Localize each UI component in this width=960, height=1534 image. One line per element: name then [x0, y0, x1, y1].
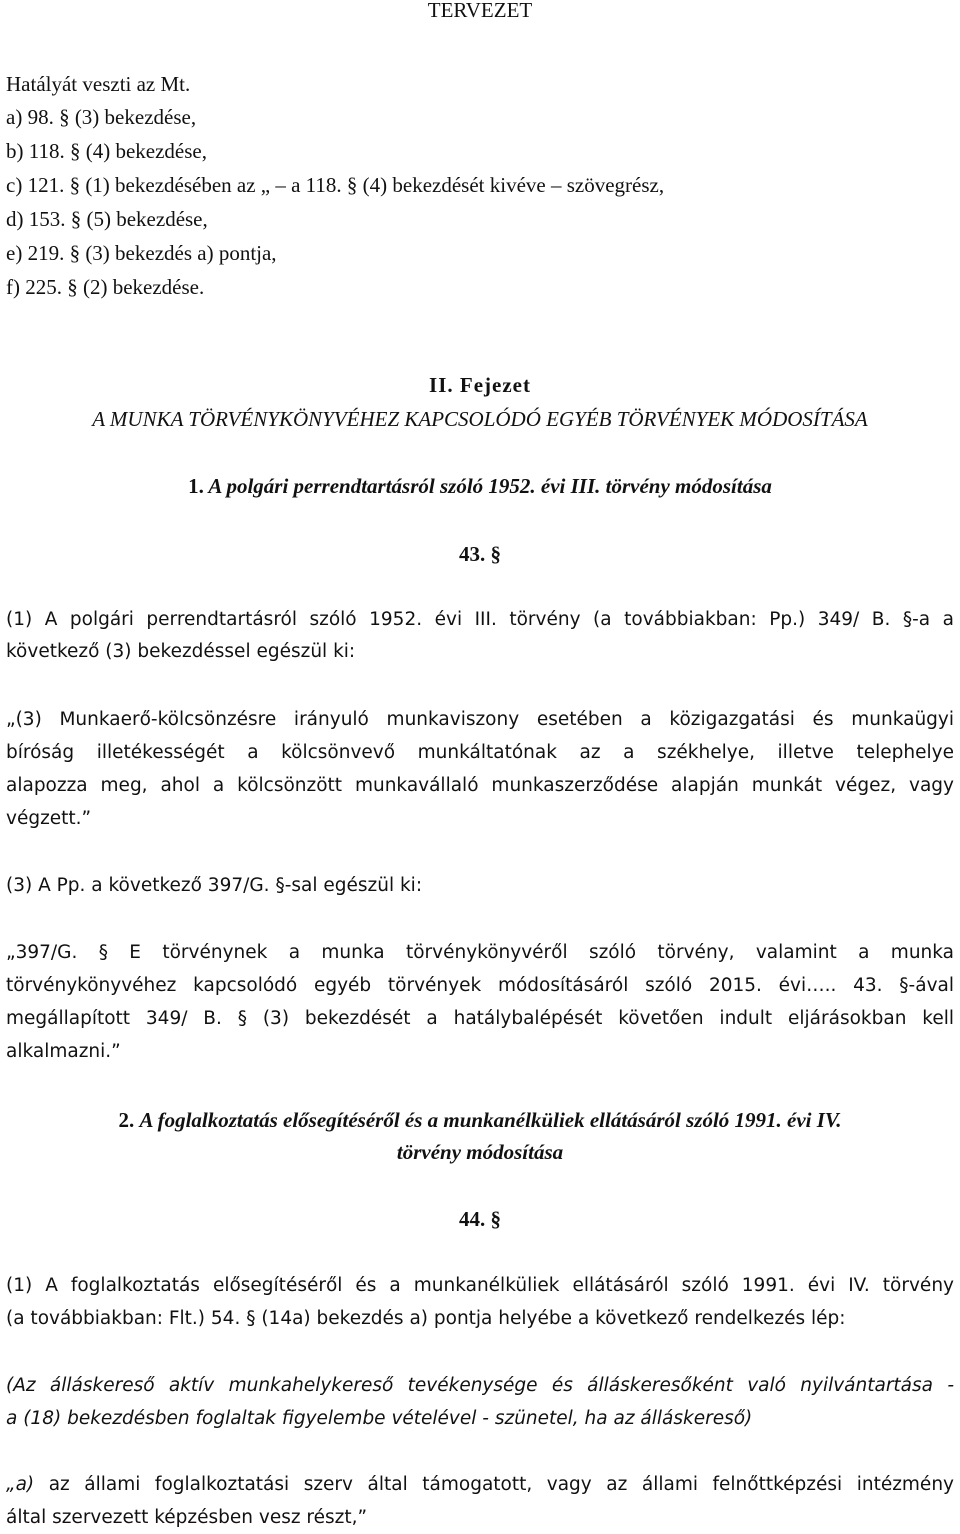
point-a-line-1	[6, 1469, 954, 1501]
chapter-title: A MUNKA TÖRVÉNYKÖNYVÉHEZ KAPCSOLÓDÓ EGYÉB TÖRVÉNYEK MÓDOSÍTÁSA	[92, 407, 868, 431]
paragraph-43-subsection-3: (3) A Pp. a következő 397/G. §-sal egészül ki:	[6, 875, 423, 896]
quote-349b-line-4: végzett.”	[6, 808, 92, 829]
quote-397g-line-2: törvénykönyvéhez kapcsolódó egyéb törvények módosításáról szóló 2015. évi….. 43. §-ával	[6, 975, 954, 996]
point-a-line-2: által szervezett képzésben vesz részt,”	[6, 1507, 368, 1528]
repeal-item-c: c) 121. § (1) bekezdésében az „ – a 118. § (4) bekezdését kivéve – szövegrész,	[6, 173, 665, 197]
paragraph-44-text-line-2: (a továbbiakban: Flt.) 54. § (14a) bekezdés a) pontja helyébe a következő rendelkezés lép:	[6, 1308, 846, 1329]
section-2-number: 2.	[118, 1108, 135, 1132]
quote-397g-line-1: „397/G. § E törvénynek a munka törvénykönyvéről szóló törvény, valamint a munka	[6, 942, 954, 963]
section-1-title: A polgári perrendtartásról szóló 1952. évi III. törvény módosítása	[208, 474, 772, 498]
repeal-item-e: e) 219. § (3) bekezdés a) pontja,	[6, 241, 277, 265]
paragraph-43-text-line-2: következő (3) bekezdéssel egészül ki:	[6, 641, 356, 662]
chapter-number: II. Fejezet	[429, 373, 531, 397]
repeal-intro: Hatályát veszti az Mt.	[6, 72, 191, 96]
repeal-item-a: a) 98. § (3) bekezdése,	[6, 105, 197, 129]
paragraph-44-text-line-1: (1) A foglalkoztatás elősegítéséről és a munkanélküliek ellátásáról szóló 1991. évi IV. törvény	[6, 1275, 954, 1296]
italic-context-line-1: (Az álláskereső aktív munkahelykereső tevékenysége és álláskeresőként való nyilvántartása -	[6, 1375, 954, 1396]
section-1-heading	[0, 470, 960, 502]
quote-349b-line-3: alapozza meg, ahol a kölcsönzött munkavállaló munkaszerződése alapján munkát végez, vagy	[6, 775, 954, 796]
paragraph-43-text-line-1: (1) A polgári perrendtartásról szóló 1952. évi III. törvény (a továbbiakban: Pp.) 349/ B. §-a a	[6, 609, 954, 630]
point-a-text: az állami foglalkoztatási szerv által támogatott, vagy az állami felnőttképzési intézmény	[48, 1474, 954, 1495]
section-2-title-line-2: törvény módosítása	[396, 1140, 564, 1164]
italic-context-line-2: a (18) bekezdésben foglaltak figyelembe vételével - szünetel, ha az álláskereső)	[6, 1408, 753, 1429]
document-header: TERVEZET	[427, 0, 533, 22]
quote-349b-line-1: „(3) Munkaerő-kölcsönzésre irányuló munkaviszony esetében a közigazgatási és munkaügyi	[6, 709, 954, 730]
repeal-item-f: f) 225. § (2) bekezdése.	[6, 275, 205, 299]
point-a-label: „a)	[6, 1474, 35, 1495]
quote-397g-line-3: megállapított 349/ B. § (3) bekezdését a hatálybalépését követően indult eljárásokban kell	[6, 1008, 954, 1029]
quote-349b-line-2: bíróság illetékességét a kölcsönvevő munkáltatónak az a székhelye, illetve telephelye	[6, 742, 954, 763]
repeal-item-d: d) 153. § (5) bekezdése,	[6, 207, 208, 231]
section-2-title-line-1: A foglalkoztatás elősegítéséről és a munkanélküliek ellátásáról szóló 1991. évi IV.	[139, 1108, 842, 1132]
paragraph-43-number: 43. §	[459, 542, 501, 566]
repeal-item-b: b) 118. § (4) bekezdése,	[6, 139, 207, 163]
paragraph-44-number: 44. §	[459, 1207, 501, 1231]
section-2-heading	[0, 1104, 960, 1136]
quote-397g-line-4: alkalmazni.”	[6, 1041, 121, 1062]
section-1-number: 1.	[188, 474, 204, 498]
